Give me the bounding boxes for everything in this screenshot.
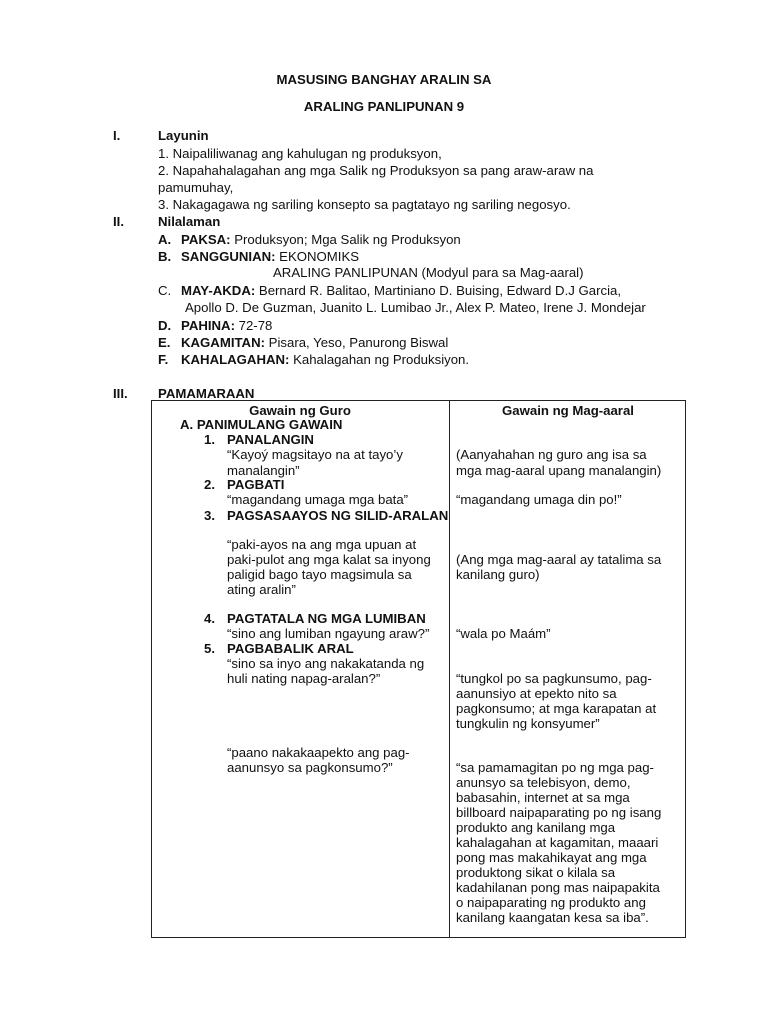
paksa-value: Produksyon; Mga Salik ng Produksyon — [230, 232, 461, 247]
kagamitan-value: Pisara, Yeso, Panurong Biswal — [265, 335, 449, 350]
step-2-number: 2. — [204, 477, 215, 492]
step-3-guro-line-3: paligid bago tayo magsimula sa — [227, 567, 412, 582]
pahina-value: 72-78 — [234, 318, 273, 333]
sanggunian-cont: ARALING PANLIPUNAN (Modyul para sa Mag-aaral) — [273, 265, 584, 280]
step-5-number: 5. — [204, 641, 215, 656]
step-6-aaral-line-7: pong mas makahikayat ang mga — [456, 850, 647, 865]
step-1-guro-line-2: manalangin” — [227, 463, 300, 478]
sanggunian-letter: B. — [158, 249, 172, 264]
step-3-guro-line-2: paki-pulot ang mga kalat sa inyong — [227, 552, 431, 567]
col-header-guro: Gawain ng Guro — [249, 403, 351, 418]
pahina-line — [181, 317, 272, 334]
step-6-aaral-line-3: babasahin, internet at sa mga — [456, 790, 630, 805]
step-3-aaral-line-1: (Ang mga mag-aaral ay tatalima sa — [456, 552, 662, 567]
step-6-aaral-line-4: billboard naipaparating po ng isang — [456, 805, 662, 820]
section-2-heading: Nilalaman — [158, 214, 221, 229]
step-6-aaral-line-6: kahalagahan at kagamitan, maaari — [456, 835, 659, 850]
step-3-aaral-line-2: kanilang guro) — [456, 567, 540, 582]
objective-2: 2. Napahahalagahan ang mga Salik ng Produksyon sa pang araw-araw na — [158, 163, 594, 178]
step-3-guro-line-4: ating aralin” — [227, 582, 296, 597]
kagamitan-line — [181, 334, 448, 351]
step-4-number: 4. — [204, 611, 215, 626]
step-2-guro-line-1: “magandang umaga mga bata” — [227, 492, 409, 507]
section-3-heading: PAMAMARAAN — [158, 386, 255, 401]
pahina-label: PAHINA: — [181, 318, 235, 333]
mayakda-value: Bernard R. Balitao, Martiniano D. Buising, Edward D.J Garcia, — [255, 283, 621, 298]
pahina-letter: D. — [158, 318, 172, 333]
kagamitan-letter: E. — [158, 335, 171, 350]
step-4-guro-line-1: “sino ang lumiban ngayung araw?” — [227, 626, 430, 641]
paksa-letter: A. — [158, 232, 172, 247]
sanggunian-label: SANGGUNIAN: — [181, 249, 276, 264]
step-6-aaral-line-5: produkto ang kanilang mga — [456, 820, 616, 835]
step-5-guro-line-1: “sino sa inyo ang nakakatanda ng — [227, 656, 425, 671]
step-6-aaral-line-11: kanilang kaangatan kesa sa iba”. — [456, 910, 649, 925]
step-3-number: 3. — [204, 508, 215, 523]
step-6-aaral-line-8: produktong sikat o kilala sa — [456, 865, 616, 880]
step-5-aaral-line-3: pagkonsumo; at mga karapatan at — [456, 701, 657, 716]
step-1-aaral-line-1: (Aanyahahan ng guro ang isa sa — [456, 447, 647, 462]
step-5-aaral-line-1: “tungkol po sa pagkunsumo, pag- — [456, 671, 652, 686]
step-2-aaral-line-1: “magandang umaga din po!” — [456, 492, 622, 507]
kagamitan-label: KAGAMITAN: — [181, 335, 265, 350]
table-column-divider — [449, 400, 450, 938]
step-5-title: PAGBABALIK ARAL — [227, 641, 354, 656]
step-3-guro-line-1: “paki-ayos na ang mga upuan at — [227, 537, 417, 552]
kahalagahan-value: Kahalagahan ng Produksiyon. — [289, 352, 470, 367]
paksa-label: PAKSA: — [181, 232, 231, 247]
sanggunian-line — [181, 248, 359, 265]
kahalagahan-letter: F. — [158, 352, 169, 367]
objective-1: 1. Naipaliliwanag ang kahulugan ng produksyon, — [158, 146, 442, 161]
part-a-heading: A. PANIMULANG GAWAIN — [180, 417, 343, 432]
mayakda-line — [181, 282, 621, 299]
step-4-aaral-line-1: “wala po Maám” — [456, 626, 551, 641]
objective-3: 3. Nakagagawa ng sariling konsepto sa pagtatayo ng sariling negosyo. — [158, 197, 571, 212]
kahalagahan-line — [181, 351, 469, 368]
paksa-line — [181, 231, 461, 248]
step-3-title: PAGSASAAYOS NG SILID-ARALAN — [227, 508, 449, 523]
step-5-guro-line-2: huli nating napag-aralan?” — [227, 671, 381, 686]
kahalagahan-label: KAHALAGAHAN: — [181, 352, 290, 367]
sanggunian-value: EKONOMIKS — [275, 249, 360, 264]
step-4-title: PAGTATALA NG MGA LUMIBAN — [227, 611, 426, 626]
mayakda-cont: Apollo D. De Guzman, Juanito L. Lumibao Jr., Alex P. Mateo, Irene J. Mondejar — [185, 300, 646, 315]
section-2-number: II. — [113, 214, 124, 229]
step-1-number: 1. — [204, 432, 215, 447]
step-6-aaral-line-1: “sa pamamagitan po ng mga pag- — [456, 760, 654, 775]
step-6-aaral-line-10: o naipaparating ng produkto ang — [456, 895, 646, 910]
mayakda-label: MAY-AKDA: — [181, 283, 256, 298]
step-2-title: PAGBATI — [227, 477, 285, 492]
section-1-heading: Layunin — [158, 128, 209, 143]
mayakda-letter: C. — [158, 283, 172, 298]
step-1-aaral-line-2: mga mag-aaral upang manalangin) — [456, 463, 662, 478]
step-6-guro-line-1: “paano nakakaapekto ang pag- — [227, 745, 410, 760]
col-header-aaral: Gawain ng Mag-aaral — [502, 403, 634, 418]
section-3-number: III. — [113, 386, 128, 401]
step-5-aaral-line-2: aanunsiyo at epekto nito sa — [456, 686, 617, 701]
step-6-guro-line-2: aanunsyo sa pagkonsumo?” — [227, 760, 393, 775]
step-5-aaral-line-4: tungkulin ng konsyumer” — [456, 716, 600, 731]
step-1-guro-line-1: “Kayoý magsitayo na at tayo’y — [227, 447, 403, 462]
title-line-2: ARALING PANLIPUNAN 9 — [303, 99, 465, 114]
step-1-title: PANALANGIN — [227, 432, 314, 447]
step-6-aaral-line-9: kadahilanan pong mas naipapakita — [456, 880, 660, 895]
step-6-aaral-line-2: anunsyo sa telebisyon, demo, — [456, 775, 631, 790]
objective-2-cont: pamumuhay, — [158, 180, 234, 195]
title-line-1: MASUSING BANGHAY ARALIN SA — [276, 72, 492, 87]
section-1-number: I. — [113, 128, 121, 143]
